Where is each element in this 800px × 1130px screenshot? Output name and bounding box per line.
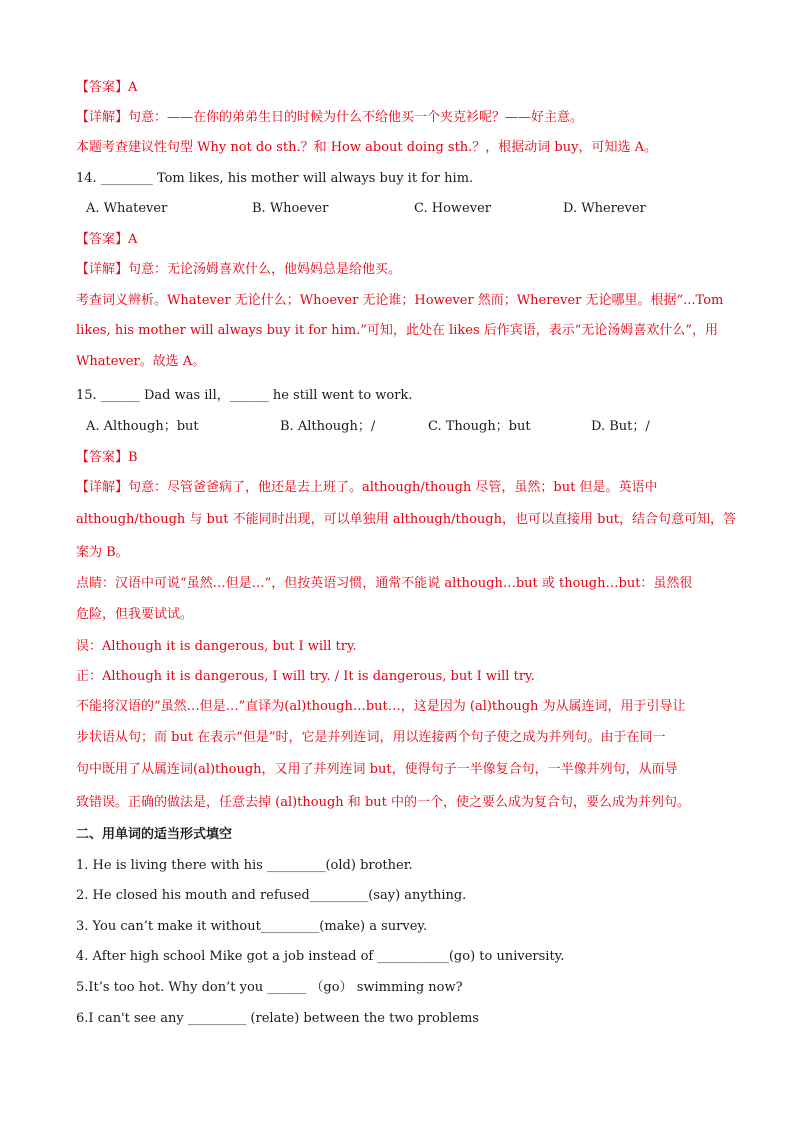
explanation-line: although/though 与 but 不能同时出现，可以单独用 although/though，也可以直接用 but，结合句意可知，答 [76, 512, 737, 527]
note-line: 致错误。正确的做法是，任意去掉 (al)though 和 but 中的一个，使之要么成为复合句，要么成为并列句。 [76, 795, 690, 810]
option-b: B. Whoever [252, 201, 329, 216]
explanation-line: 案为 B。 [76, 545, 129, 560]
note-line: 点睛：汉语中可说“虽然…但是…”，但按英语习惯，通常不能说 although…but 或 though…but：虽然很 [76, 576, 693, 591]
question-14: 14. ________ Tom likes, his mother will always buy it for him. [76, 171, 474, 186]
explanation-line: likes, his mother will always buy it for him.”可知，此处在 likes 后作宾语，表示“无论汤姆喜欢什么”，用 [76, 323, 719, 338]
option-d: D. But；/ [591, 419, 650, 434]
answer-label: 【答案】A [76, 80, 138, 95]
question-15: 15. ______ Dad was ill，______ he still went to work. [76, 388, 413, 403]
explanation-line: 本题考查建议性句型 Why not do sth.？和 How about doing sth.？，根据动词 buy，可知选 A。 [76, 140, 657, 155]
wrong-example: 误：Although it is dangerous, but I will try. [76, 639, 357, 654]
fill-question: 1. He is living there with his _________(old) brother. [76, 858, 413, 873]
answer-label: 【答案】A [76, 232, 138, 247]
option-c: C. However [414, 201, 491, 216]
option-c: C. Though；but [428, 419, 531, 434]
answer-label: 【答案】B [76, 450, 138, 465]
explanation-line: 【详解】句意：——在你的弟弟生日的时候为什么不给他买一个夹克衫呢？——好主意。 [76, 110, 584, 125]
fill-question: 6.I can't see any _________ (relate) between the two problems [76, 1011, 479, 1026]
note-line: 危险，但我要试试。 [76, 607, 194, 622]
fill-question: 2. He closed his mouth and refused_________(say) anything. [76, 888, 467, 903]
correct-example: 正：Although it is dangerous, I will try. / It is dangerous, but I will try. [76, 669, 535, 684]
option-b: B. Although；/ [280, 419, 376, 434]
option-a: A. Whatever [86, 201, 168, 216]
note-line: 步状语从句；而 but 在表示“但是”时，它是并列连词，用以连接两个句子使之成为并列句。由于在同一 [76, 730, 666, 745]
option-a: A. Although；but [86, 419, 199, 434]
fill-question: 3. You can’t make it without_________(make) a survey. [76, 919, 428, 934]
section-title: 二、用单词的适当形式填空 [76, 827, 233, 842]
option-d: D. Wherever [563, 201, 646, 216]
fill-question: 4. After high school Mike got a job instead of ___________(go) to university. [76, 949, 565, 964]
explanation-line: Whatever。故选 A。 [76, 354, 206, 369]
explanation-line: 【详解】句意：尽管爸爸病了，他还是去上班了。although/though 尽管，虽然；but 但是。英语中 [76, 480, 658, 495]
note-line: 不能将汉语的“虽然…但是…”直译为(al)though…but…，这是因为 (al)though 为从属连词，用于引导让 [76, 699, 686, 714]
explanation-line: 【详解】句意：无论汤姆喜欢什么，他妈妈总是给他买。 [76, 262, 402, 277]
explanation-line: 考查词义辨析。Whatever 无论什么；Whoever 无论谁；However 然而；Wherever 无论哪里。根据“...Tom [76, 293, 724, 308]
fill-question: 5.It’s too hot. Why don’t you ______ （go） swimming now? [76, 980, 463, 995]
note-line: 句中既用了从属连词(al)though，又用了并列连词 but，使得句子一半像复合句，一半像并列句，从而导 [76, 762, 678, 777]
